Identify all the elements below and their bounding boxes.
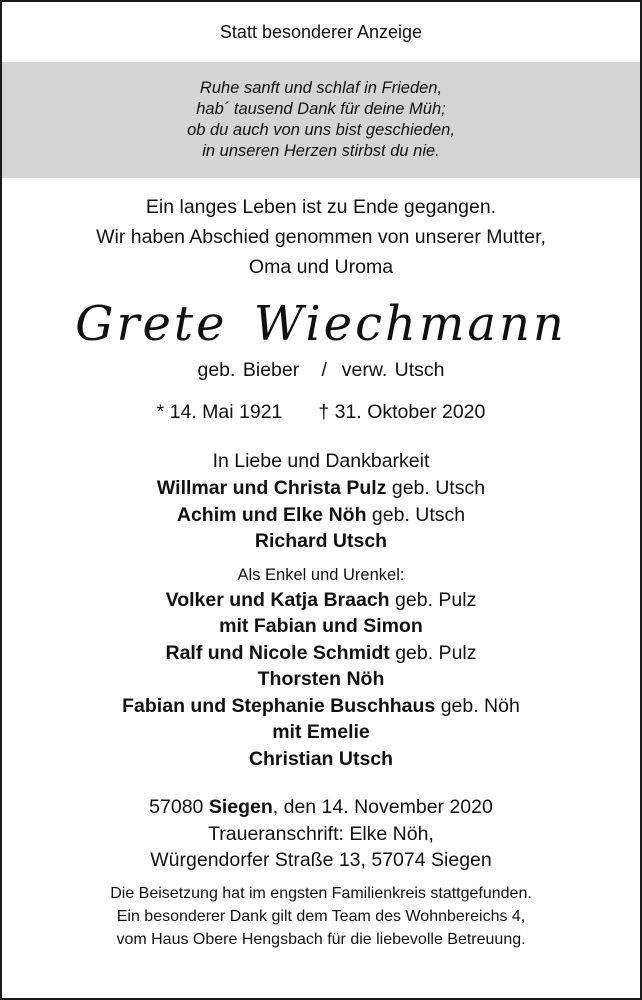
family-note: geb. Utsch: [391, 477, 486, 499]
footer-note: [2, 882, 640, 951]
family-name: Fabian und Stephanie Buschhaus: [122, 694, 436, 717]
zip-code: 57080: [149, 796, 204, 818]
notice-date: , den 14. November 2020: [272, 796, 493, 818]
life-dates: [2, 398, 640, 426]
poem-line: Ruhe sanft und schlaf in Frieden,: [199, 79, 443, 97]
place-date-line: [2, 794, 640, 821]
death-date: † 31. Oktober 2020: [318, 401, 486, 423]
family-line: [2, 475, 640, 502]
family-note: geb. Pulz: [395, 588, 477, 611]
family-note: geb. Utsch: [371, 503, 466, 526]
address-line: Traueranschrift: Elke Nöh,: [208, 822, 434, 845]
grandchildren-list: [2, 587, 640, 773]
birth-name: geb. Bieber / verw. Utsch: [197, 359, 445, 381]
city-name: Siegen: [208, 796, 273, 818]
family-line: [2, 719, 640, 746]
intro-line: Ein langes Leben ist zu Ende gegangen.: [145, 196, 497, 218]
family-line: [2, 587, 640, 614]
family-name: Volker und Katja Braach: [165, 588, 390, 611]
intro-line: Wir haben Abschied genommen von unserer Mutter,: [96, 226, 546, 248]
footer-line: vom Haus Obere Hengsbach für die liebevolle Betreuung.: [116, 930, 526, 948]
family-line: [2, 528, 640, 555]
intro-line: Oma und Uroma: [248, 256, 394, 278]
deceased-name: Grete Wiechmann: [75, 296, 567, 352]
poem-block: [2, 62, 640, 178]
notice-header: Statt besonderer Anzeige: [219, 22, 423, 42]
family-name: Willmar und Christa Pulz: [156, 477, 387, 499]
birth-date: * 14. Mai 1921: [156, 401, 283, 423]
address-line: Würgendorfer Straße 13, 57074 Siegen: [150, 849, 492, 871]
grandchildren-label: Als Enkel und Urenkel:: [237, 565, 405, 584]
family-name: Richard Utsch: [254, 530, 388, 552]
family-name: mit Fabian und Simon: [219, 615, 423, 637]
family-name: Christian Utsch: [248, 747, 394, 770]
family-line: [2, 693, 640, 720]
family-line: [2, 666, 640, 693]
children-list: [2, 475, 640, 555]
family-line: [2, 613, 640, 640]
family-line: [2, 640, 640, 667]
family-name: Achim und Elke Nöh: [176, 503, 367, 526]
poem-line: ob du auch von uns bist geschieden,: [187, 121, 455, 139]
footer-line: Ein besonderer Dank gilt dem Team des Wohnbereichs 4,: [116, 907, 526, 925]
intro-text: [2, 192, 640, 282]
thanks-line: In Liebe und Dankbarkeit: [212, 450, 430, 472]
poem-line: in unseren Herzen stirbst du nie.: [202, 142, 440, 160]
family-line: [2, 746, 640, 773]
family-note: geb. Pulz: [395, 641, 477, 664]
family-name: Thorsten Nöh: [257, 668, 385, 690]
family-name: mit Emelie: [272, 721, 370, 743]
poem-line: hab´ tausend Dank für deine Müh;: [196, 100, 446, 118]
family-line: [2, 502, 640, 529]
footer-line: Die Beisetzung hat im engsten Familienkreis stattgefunden.: [110, 884, 532, 902]
family-name: Ralf und Nicole Schmidt: [165, 641, 390, 664]
family-note: geb. Nöh: [440, 694, 520, 717]
place-and-address: [2, 794, 640, 874]
